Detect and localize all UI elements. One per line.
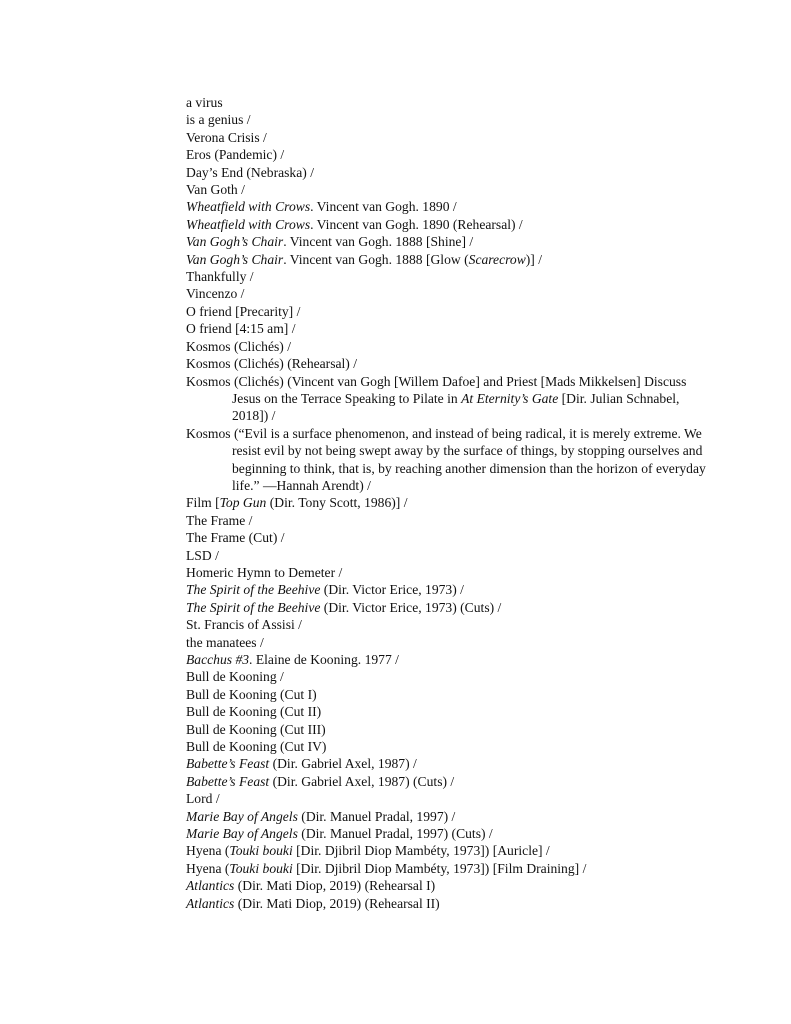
italic-title-text: Babette’s Feast xyxy=(186,773,270,789)
entry-text: . Vincent van Gogh. 1888 [Glow ( xyxy=(283,251,469,267)
contents-entry xyxy=(186,164,706,181)
contents-entry xyxy=(186,634,706,651)
italic-title-text: Marie Bay of Angels xyxy=(186,826,298,842)
italic-title-text: Wheatfield with Crows xyxy=(186,216,311,232)
contents-entry xyxy=(186,842,706,859)
contents-entry xyxy=(186,895,706,912)
entry-text: Bull de Kooning (Cut I) xyxy=(186,686,317,702)
entry-text: (Dir. Victor Erice, 1973) / xyxy=(320,582,464,598)
entry-text: . Elaine de Kooning. 1977 / xyxy=(249,652,399,667)
contents-entry xyxy=(186,529,706,546)
entry-text: [Dir. Julian Schnabel, 2018]) / xyxy=(232,390,683,424)
italic-title-text: The Spirit of the Beehive xyxy=(186,582,321,598)
contents-entry xyxy=(186,111,706,128)
entry-text: Kosmos (“Evil is a surface phenomenon, and instead of being radical, it is merely extreme. We resist evil by not being swept away by the surface of things, by stopping ourselves and beginning to think, that is, by reaching another dimension than the horizon of everyday life.” —Hannah Arendt) / xyxy=(186,425,710,493)
entry-text: )] / xyxy=(525,251,543,267)
contents-entry xyxy=(186,651,706,668)
entry-text: LSD / xyxy=(186,547,219,563)
entry-text: Day’s End (Nebraska) / xyxy=(186,164,314,180)
contents-entry xyxy=(186,303,706,320)
contents-entry xyxy=(186,547,706,564)
italic-title-text: Babette’s Feast xyxy=(186,756,270,772)
contents-entry xyxy=(186,686,706,703)
entry-text: (Dir. Victor Erice, 1973) (Cuts) / xyxy=(320,599,502,615)
entry-text: (Dir. Manuel Pradal, 1997) (Cuts) / xyxy=(297,826,493,842)
contents-entry xyxy=(186,268,706,285)
contents-entry xyxy=(186,877,706,894)
italic-title-text: Van Gogh’s Chair xyxy=(186,234,284,250)
contents-entry xyxy=(186,825,706,842)
entry-text: The Frame (Cut) / xyxy=(186,530,285,546)
entry-text: (Dir. Tony Scott, 1986)] / xyxy=(266,495,408,511)
italic-title-text: Atlantics xyxy=(186,878,235,894)
entry-text: Kosmos (Clichés) / xyxy=(186,338,291,354)
contents-entry xyxy=(186,512,706,529)
contents-entry xyxy=(186,599,706,616)
contents-list xyxy=(186,94,710,912)
contents-entry xyxy=(186,320,706,337)
entry-text: Film [ xyxy=(186,495,220,511)
entry-text: . Vincent van Gogh. 1888 [Shine] / xyxy=(283,234,474,250)
contents-entry xyxy=(186,198,706,215)
contents-entry xyxy=(186,721,706,738)
contents-entry xyxy=(186,181,706,198)
entry-text: Bull de Kooning (Cut III) xyxy=(186,721,326,737)
entry-text: Kosmos (Clichés) (Vincent van Gogh [Willem Dafoe] and Priest [Mads Mikkelsen] Discuss Jesus on the Terrace Speaking to Pilate in xyxy=(186,373,690,406)
italic-title-text: Touki bouki xyxy=(229,843,293,859)
contents-entry xyxy=(186,216,706,233)
contents-entry xyxy=(186,373,706,425)
entry-text: the manatees / xyxy=(186,634,264,650)
italic-title-text: The Spirit of the Beehive xyxy=(186,599,321,615)
contents-entry xyxy=(186,616,706,633)
entry-text: Eros (Pandemic) / xyxy=(186,147,285,163)
italic-title-text: Touki bouki xyxy=(229,860,293,876)
italic-title-text: Scarecrow xyxy=(468,251,526,267)
entry-text: Hyena ( xyxy=(186,860,230,876)
entry-text: (Dir. Gabriel Axel, 1987) (Cuts) / xyxy=(269,773,455,789)
entry-text: Bull de Kooning / xyxy=(186,669,284,685)
entry-text: O friend [4:15 am] / xyxy=(186,321,296,337)
contents-entry xyxy=(186,146,706,163)
entry-text: Homeric Hymn to Demeter / xyxy=(186,564,343,580)
contents-entry xyxy=(186,773,706,790)
contents-entry xyxy=(186,251,706,268)
contents-entry xyxy=(186,703,706,720)
entry-text: Kosmos (Clichés) (Rehearsal) / xyxy=(186,356,358,372)
entry-text: Van Goth / xyxy=(186,182,245,198)
contents-entry xyxy=(186,755,706,772)
contents-entry xyxy=(186,790,706,807)
italic-title-text: At Eternity’s Gate xyxy=(461,390,559,406)
italic-title-text: Bacchus #3 xyxy=(186,652,250,667)
contents-entry xyxy=(186,860,706,877)
entry-text: a virus xyxy=(186,95,223,110)
entry-text: . Vincent van Gogh. 1890 / xyxy=(310,199,457,215)
entry-text: St. Francis of Assisi / xyxy=(186,617,302,633)
entry-text: [Dir. Djibril Diop Mambéty, 1973]) [Auricle] / xyxy=(292,843,550,859)
entry-text: Bull de Kooning (Cut II) xyxy=(186,704,322,720)
entry-text: (Dir. Mati Diop, 2019) (Rehearsal I) xyxy=(234,878,436,894)
entry-text: Thankfully / xyxy=(186,269,254,285)
italic-title-text: Top Gun xyxy=(219,495,267,511)
contents-entry xyxy=(186,738,706,755)
contents-entry xyxy=(186,425,710,495)
contents-entry xyxy=(186,494,706,511)
contents-entry xyxy=(186,668,706,685)
contents-entry xyxy=(186,581,706,598)
entry-text: (Dir. Manuel Pradal, 1997) / xyxy=(297,808,456,824)
contents-entry xyxy=(186,338,706,355)
contents-entry xyxy=(186,355,706,372)
italic-title-text: Marie Bay of Angels xyxy=(186,808,298,824)
entry-text: [Dir. Djibril Diop Mambéty, 1973]) [Film Draining] / xyxy=(292,860,587,876)
entry-text: (Dir. Mati Diop, 2019) (Rehearsal II) xyxy=(234,895,440,911)
italic-title-text: Van Gogh’s Chair xyxy=(186,251,284,267)
entry-text: The Frame / xyxy=(186,512,253,528)
entry-text: Lord / xyxy=(186,791,220,807)
entry-text: Bull de Kooning (Cut IV) xyxy=(186,739,327,755)
entry-text: (Dir. Gabriel Axel, 1987) / xyxy=(269,756,417,772)
entry-text: Hyena ( xyxy=(186,843,230,859)
entry-text: is a genius / xyxy=(186,112,251,128)
contents-entry xyxy=(186,285,706,302)
entry-text: . Vincent van Gogh. 1890 (Rehearsal) / xyxy=(310,216,523,232)
italic-title-text: Atlantics xyxy=(186,895,235,911)
contents-entry xyxy=(186,808,706,825)
contents-entry xyxy=(186,94,706,111)
contents-entry xyxy=(186,564,706,581)
contents-entry xyxy=(186,233,706,250)
italic-title-text: Wheatfield with Crows xyxy=(186,199,311,215)
contents-entry xyxy=(186,129,706,146)
entry-text: Vincenzo / xyxy=(186,286,245,302)
entry-text: O friend [Precarity] / xyxy=(186,303,301,319)
entry-text: Verona Crisis / xyxy=(186,129,267,145)
